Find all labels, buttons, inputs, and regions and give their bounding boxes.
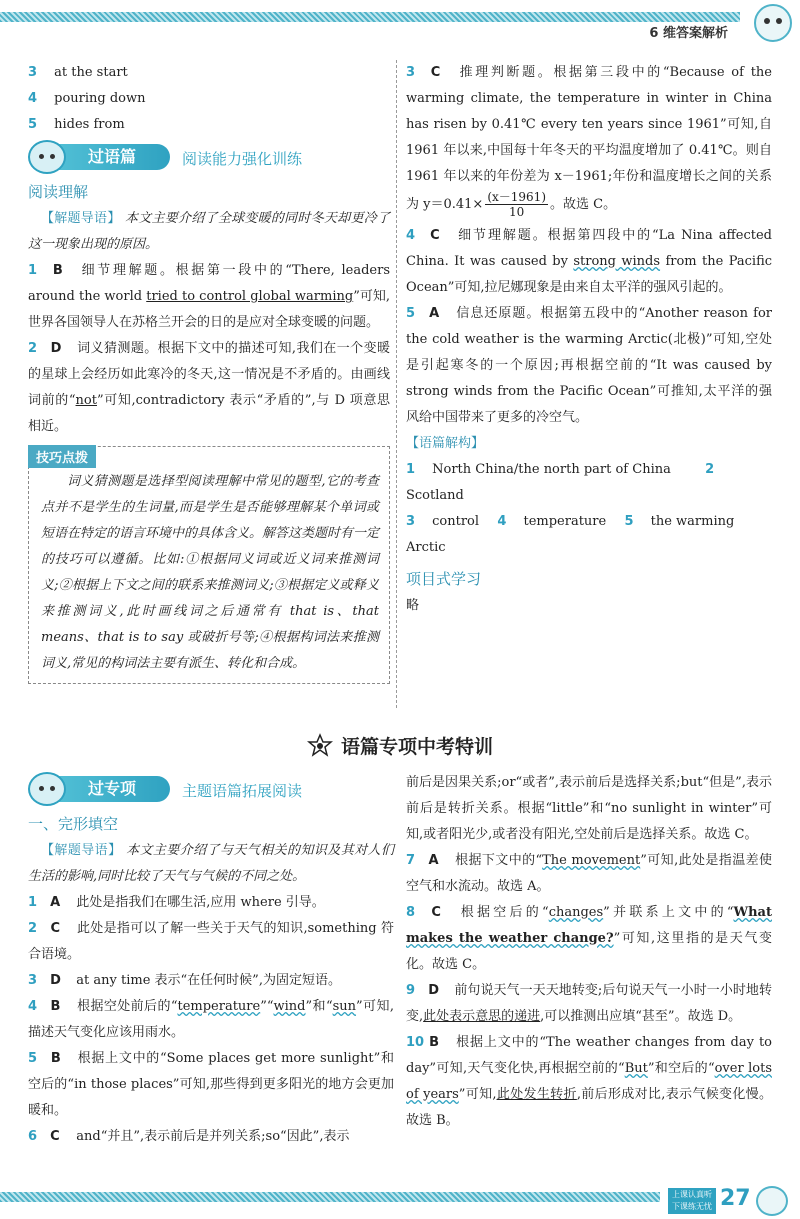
item-number: 3	[28, 65, 38, 80]
answer-letter: A	[50, 895, 61, 910]
explanation-text: 根据空后的“	[460, 905, 549, 920]
fraction-numerator: (x－1961)	[487, 190, 546, 204]
item-text: temperature	[523, 514, 607, 529]
underlined-phrase: 此处表示意思的递进	[423, 1009, 541, 1024]
explanation-text: 细节理解题。根据第一段中的“There, leaders around the world	[28, 263, 391, 304]
wavy-underlined-phrase: over lots of years	[406, 1061, 772, 1102]
question-explanation	[406, 301, 772, 431]
answer-letter: D	[50, 341, 62, 356]
mascot-icon	[756, 1186, 788, 1216]
item-number: 5	[28, 117, 38, 132]
guide-text: 本文主要介绍了与天气相关的知识及其对人们生活的影响,同时比较了天气与气候的不同之处。	[28, 843, 394, 884]
item-text: control	[432, 514, 480, 529]
wavy-underlined-phrase: The movement	[542, 853, 641, 868]
question-number: 1	[28, 895, 38, 910]
question-number: 4	[28, 999, 38, 1014]
explanation-text: 根据空处前后的“	[77, 999, 178, 1014]
item-number: 4	[497, 514, 507, 529]
answer-letter: B	[52, 263, 63, 278]
question-number: 9	[406, 983, 416, 998]
explanation-text: 此处是指可以了解一些关于天气的知识,something 符合语境。	[28, 921, 395, 962]
explanation-text: ”可知,世界各国领导人在苏格兰开会的日的是应对全球变暖的问题。	[28, 289, 390, 330]
question-explanation	[28, 1046, 394, 1124]
item-text: the warming Arctic	[406, 514, 735, 555]
question-explanation	[406, 1030, 772, 1134]
banner-subtitle: 主题语篇拓展阅读	[182, 782, 303, 800]
project-text: 略	[406, 598, 420, 613]
question-explanation	[28, 336, 390, 440]
mascot-icon	[28, 772, 66, 806]
explanation-text: 前句说天气一天天地转变;后句说天气一小时一小时地转变,	[406, 983, 772, 1024]
column-divider	[396, 60, 397, 708]
explanation-text: ”和“	[305, 999, 333, 1014]
explanation-text: ”可知,这里指的是天气变化。故选 C。	[406, 931, 772, 972]
bold-question-phrase: What makes the weather change?	[406, 905, 772, 946]
question-number: 1	[28, 263, 38, 278]
guide-text: 本文主要介绍了全球变暖的同时冬天却更冷了这一现象出现的原因。	[28, 211, 390, 252]
question-number: 2	[28, 921, 38, 936]
guide-tag: 【解题导语】	[41, 843, 122, 858]
explanation-text: ”可知,此处是指温差使空气和水流动。故选 A。	[406, 853, 772, 894]
explanation-text: ”可知,contradictory 表示“矛盾的”,与 D 项意思相近。	[28, 393, 391, 434]
banner-subtitle: 阅读能力强化训练	[182, 150, 303, 168]
item-number: 1	[406, 462, 416, 477]
tips-box	[28, 446, 390, 684]
bottom-right-column	[406, 770, 772, 1134]
question-explanation	[406, 848, 772, 900]
answer-letter: A	[428, 853, 439, 868]
question-number: 5	[406, 306, 416, 321]
page-header-title: 6 维答案解析	[649, 26, 728, 41]
top-decorative-stripe	[0, 12, 740, 22]
answer-letter: C	[430, 65, 441, 80]
explanation-text: ,前后形成对比,表示气候变化慢。故选 B。	[406, 1087, 773, 1128]
question-number: 3	[406, 65, 416, 80]
answer-item	[28, 86, 390, 112]
fraction	[485, 190, 548, 219]
item-number: 3	[406, 514, 416, 529]
answer-letter: B	[429, 1035, 440, 1050]
item-text: at the start	[54, 65, 128, 80]
question-number: 4	[406, 228, 416, 243]
answer-letter: C	[50, 921, 61, 936]
tips-text: 词义猜测题是选择型阅读理解中常见的题型,它的考查点并不是学生的生词量,而是学生是否能够理解某个单词或短语在特定的语言环境中的具体含义。解答这类题时有一定的技巧可以遵循。比如:①根据同义词或近义词来推测词义;②根据上下文之间的联系来推测词义;③根据定义或释义来推测词义,此时画线词之后通常有 that is、that means、that is to say 或破折号等;④根据构词法来推测词义,常见的构词法主要有派生、转化和合成。	[41, 474, 380, 671]
section-heading: 阅读理解	[28, 183, 89, 201]
question-explanation	[406, 900, 772, 978]
fraction-denominator: 10	[509, 205, 525, 219]
question-explanation	[406, 978, 772, 1030]
footer-tag: 上课认真听 下课练无忧	[668, 1188, 716, 1214]
section-banner	[28, 772, 394, 806]
item-number: 5	[624, 514, 634, 529]
question-number: 6	[28, 1129, 38, 1144]
explanation-text: ”并联系上文中的“	[603, 905, 734, 920]
explanation-text: 此处是指我们在哪生活,应用 where 引导。	[76, 895, 325, 910]
bottom-decorative-stripe	[0, 1192, 660, 1202]
answer-letter: A	[429, 306, 440, 321]
top-right-column	[406, 60, 772, 619]
bottom-bar	[0, 1186, 800, 1219]
banner-label: 过语篇	[42, 144, 170, 170]
explanation-text: 细节理解题。根据第四段中的“La Nina affected China. It was caused by	[406, 228, 773, 269]
page-number: 27	[720, 1186, 751, 1211]
tips-label: 技巧点拨	[28, 445, 96, 468]
section-title	[0, 732, 800, 759]
item-text: pouring down	[54, 91, 146, 106]
question-explanation	[28, 968, 394, 994]
explanation-text: 根据上文中的“The weather changes from day to day”可知,天气变化快,再根据空前的“	[406, 1035, 772, 1076]
explanation-text: ,可以推测出应填“甚至”。故选 D。	[540, 1009, 742, 1024]
guide-paragraph	[28, 838, 394, 890]
underlined-phrase: tried to control global warming	[146, 289, 354, 304]
guide-tag: 【解题导语】	[41, 211, 121, 226]
flower-icon	[307, 733, 333, 759]
section-title-inner	[307, 732, 493, 759]
explanation-text: from the Pacific Ocean”可知,拉尼娜现象是由来自太平洋的强风引起的。	[406, 254, 773, 295]
answer-letter: B	[50, 999, 61, 1014]
explanation-text: 根据下文中的“	[455, 853, 543, 868]
question-explanation	[28, 994, 394, 1046]
question-explanation	[28, 1124, 394, 1150]
explanation-text: and“并且”,表示前后是并列关系;so“因此”,表示	[76, 1129, 350, 1144]
question-number: 10	[406, 1035, 425, 1050]
explanation-text: ”“	[260, 999, 274, 1014]
explanation-text: ”可知,描述天气变化应该用雨水。	[28, 999, 394, 1040]
item-text: hides from	[54, 117, 125, 132]
answer-letter: C	[430, 228, 440, 243]
explanation-text: 根据上文中的“Some places get more sunlight”和空后的“in those places”可知,那些得到更多阳光的地方会更加暖和。	[28, 1051, 394, 1118]
underlined-phrase: not	[75, 393, 97, 408]
mascot-icon	[754, 4, 792, 42]
item-text: Scotland	[406, 488, 464, 503]
top-bar	[0, 0, 800, 48]
structure-tag: 【语篇解构】	[406, 436, 485, 451]
question-number: 8	[406, 905, 416, 920]
explanation-text: ”和空后的“	[647, 1061, 715, 1076]
item-number: 4	[28, 91, 38, 106]
explanation-text: at any time 表示“在任何时候”,为固定短语。	[76, 973, 341, 988]
question-explanation	[28, 258, 390, 336]
structure-row	[406, 457, 772, 509]
continued-explanation: 前后是因果关系;or“或者”,表示前后是选择关系;but“但是”,表示前后是转折关系。根据“little”和“no sunlight in winter”可知,或者阳光少,或者没有阳光,空处前后是选择关系。故选 C。	[406, 775, 772, 842]
question-explanation	[28, 916, 394, 968]
explanation-text: 信息还原题。根据第五段中的“Another reason for the cold weather is the warming Arctic(北极)”可知,空处是引起寒冬的一个原因;再根据空前的“It was caused by strong winds from the Pacific Ocean”可推知,太平洋的强风给中国带来了更多的冷空气。	[406, 306, 772, 425]
wavy-underlined-phrase: wind	[273, 999, 306, 1014]
bottom-left-column	[28, 770, 394, 1150]
section-heading: 一、完形填空	[28, 815, 119, 833]
banner-label: 过专项	[42, 776, 170, 802]
mascot-icon	[28, 140, 66, 174]
wavy-underlined-phrase: changes	[548, 905, 604, 920]
wavy-underlined-phrase: But	[624, 1061, 648, 1076]
answer-letter: C	[50, 1129, 60, 1144]
explanation-text: 。故选 C。	[550, 197, 617, 212]
question-number: 2	[28, 341, 38, 356]
wavy-underlined-phrase: strong winds	[573, 254, 661, 269]
explanation-text: 词义猜测题。根据下文中的描述可知,我们在一个变暖的星球上会经历如此寒冷的冬天,这一情况是不矛盾的。由画线词前的“	[28, 341, 390, 408]
section-banner	[28, 140, 390, 174]
answer-letter: C	[431, 905, 441, 920]
item-text: North China/the north part of China	[432, 462, 671, 477]
answer-item	[28, 60, 390, 86]
explanation-text: ”可知,	[458, 1087, 497, 1102]
guide-paragraph	[28, 206, 390, 258]
question-number: 3	[28, 973, 38, 988]
top-left-column	[28, 60, 390, 684]
answer-letter: D	[50, 973, 61, 988]
item-number: 2	[705, 462, 715, 477]
wavy-underlined-phrase: sun	[332, 999, 357, 1014]
explanation-text: 推理判断题。根据第三段中的“Because of the warming climate, the temperature in winter in China has risen by 0.41℃ every ten years since 1961”可知,自 1961 年以来,中国每十年冬天的平均温度增加了 0.41℃。则自 1961 年以来的年份差为 x－1961;年份和温度增长之间的关系为 y＝0.41×	[406, 65, 772, 212]
project-heading: 项目式学习	[406, 570, 482, 588]
question-explanation	[406, 60, 772, 219]
answer-item	[28, 112, 390, 138]
underlined-phrase: 此处发生转折	[496, 1087, 577, 1102]
section-title-text: 语篇专项中考特训	[340, 736, 493, 758]
question-explanation	[28, 890, 394, 916]
wavy-underlined-phrase: temperature	[177, 999, 261, 1014]
question-number: 5	[28, 1051, 38, 1066]
answer-letter: D	[428, 983, 439, 998]
question-explanation	[406, 223, 772, 301]
question-number: 7	[406, 853, 416, 868]
answer-letter: B	[50, 1051, 61, 1066]
structure-row	[406, 509, 772, 561]
